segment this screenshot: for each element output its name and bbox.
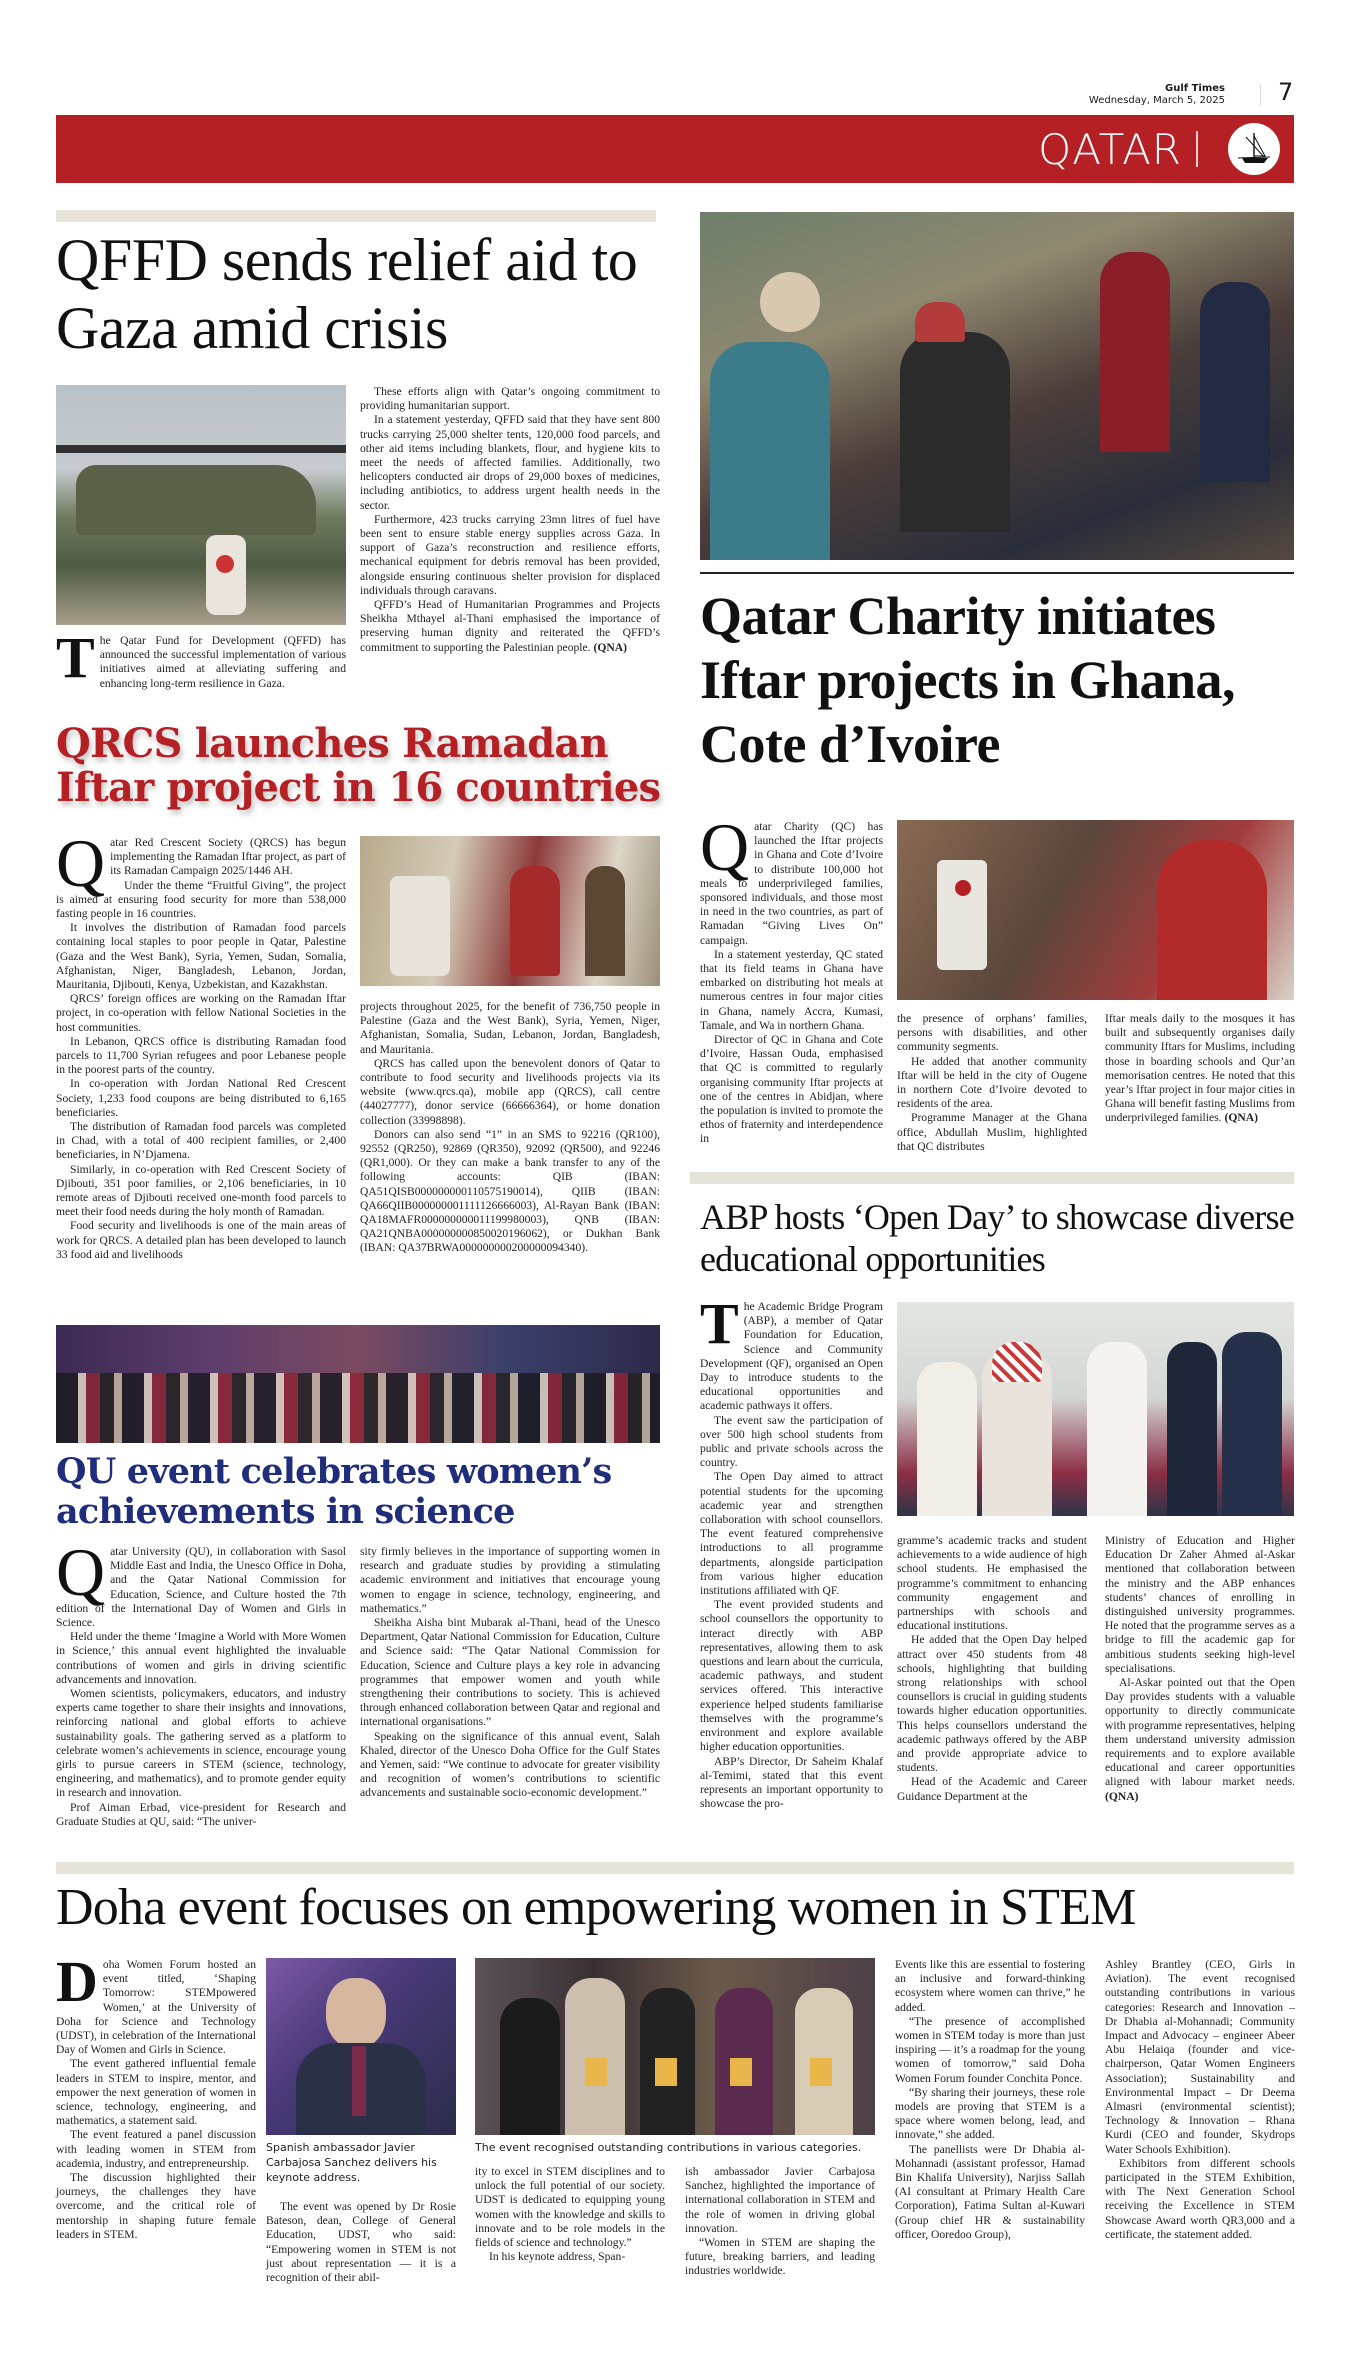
abp-col-1: The Academic Bridge Program (ABP), a member of Qatar Foundation for Education, Science and Community Development (QF), organised an Open Day to introduce students to the educational opportunities and academic pathways it offers. The event saw the participation of over 500 high school students from public and private schools across the country. The Open Day aimed to attract potential students for the upcoming academic year and strengthen collaboration with school counsellors. The event featured comprehensive introductions to all programme departments, alongside participation from various higher education institutions affiliated with QF. The event provided students and school counsellors the opportunity to interact directly with ABP representatives, allowing them to ask questions and learn about the curricula, academic pathways, and student services offered. This interactive experience helped students familiarise themselves with the programme’s environment and explore available higher education opportunities. ABP’s Director, Dr Saheim Khalaf al-Temimi, stated that this event represents an important opportunity to showcase the pro- [700, 1291, 883, 1811]
paragraph: “Women in STEM are shaping the future, breaking barriers, and leading industries worldwide. [685, 2236, 875, 2278]
qc-col-2 [897, 1012, 1087, 1154]
paragraph: Ashley Brantley (CEO, Girls in Aviation). The event recognised outstanding contributions in various categories: Research and Innovation – Dr Dhabia al-Mohannadi; Community Impact and Advocacy – engineer Abeer Abu Helaiqa (founder and vice-chairperson, Qatar Women Engineers Association); Sustainability and Environmental Impact – Dr Deema Almasri (environmental scientist); Technology & Innovation – Rhana Kurdi (CEO and founder, Skydrops Water Schools Exhibition). [1105, 1958, 1295, 2156]
dropcap: D [56, 1949, 98, 2014]
paragraph: Events like this are essential to fostering an inclusive and forward-thinking ecosystem where women can thrive,” he added. [895, 1958, 1085, 2014]
paragraph: The Open Day aimed to attract potential students for the upcoming academic year and strengthen collaboration with school counsellors. The event featured comprehensive introductions to all programme departments, alongside participation from various higher education institutions affiliated with QF. [700, 1470, 883, 1598]
qu-col-1: Qatar University (QU), in collaboration with Sasol Middle East and India, the Unesco Office in Doha, and the Qatar National Commission for Education, Science, and Culture hosted the 7th edition of the International Day of Women and Girls in Science. Held under the theme ‘Imagine a World with More Women in Science,’ this annual event highlighted the invaluable contributions of women and girls in driving scientific advancements and innovation. Women scientists, policymakers, educators, and industry experts came together to share their insights and innovations, reinforcing national and global efforts to achieve sustainability goals. The gathering served as a platform to celebrate women’s achievements in science, encourage young girls to pursue careers in STEM (science, technology, engineering, and mathematics), and to promote gender equity in research and innovation. Prof Aiman Erbad, vice-president for Research and Graduate Studies at QU, said: “The univer- [56, 1534, 346, 1828]
paragraph: In a statement yesterday, QC stated that its field teams in Ghana have embarked on distributing hot meals at numerous centres in four major cities in Ghana, namely Accra, Kumasi, Tamale, and Wa in northern Ghana. [700, 947, 883, 1032]
paragraph: QRCS has called upon the benevolent donors of Qatar to contribute to food security and livelihoods projects via its website (www.qrcs.qa), mobile app (QRCS), call centre (44027777), donor service (66666364), or home donation collection (33998898). [360, 1056, 660, 1127]
dropcap: Q [56, 825, 106, 901]
paragraph: The event provided students and school counsellors the opportunity to interact directly with ABP representatives, allowing them to ask questions and learn about the curricula, academic pathways, and student services offered. This interactive experience helped students familiarise themselves with the programme’s environment and explore available higher education opportunities. [700, 1598, 883, 1754]
paragraph: It involves the distribution of Ramadan food parcels containing local staples to poor people in Qatar, Palestine (Gaza and the West Bank), Syria, Yemen, Sudan, Somalia, Afghanistan, Niger, Bangladesh, Lebanon, Jordan, Mauritania, Djibouti, Kenya, Uzbekistan, and Kazakhstan. [56, 921, 346, 992]
doha-award-photo [475, 1958, 875, 2135]
abp-top-bar [690, 1172, 1294, 1184]
section-divider [1196, 131, 1198, 167]
paragraph: In Lebanon, QRCS office is distributing Ramadan food parcels to 11,700 Syrian refugees and poor Lebanese people in the poorest parts of the country. [56, 1034, 346, 1077]
paragraph: The panellists were Dr Dhabia al-Mohannadi (assistant professor, Hamad Bin Khalifa University), Narjiss Sallah (AI consultant at Primary Health Care Corporation), Fatima Sultan al-Kuwari (Group chief HR & sustainability officer, Ooredoo Group), [895, 2142, 1085, 2241]
paragraph: gramme’s academic tracks and student achievements to a wide audience of high school students. He emphasised the programme’s commitment to enhancing community engagement and partnerships with schools and educational institutions. [897, 1534, 1087, 1633]
publication-name: Gulf Times [1165, 83, 1225, 94]
page-number: 7 [1278, 78, 1294, 106]
paragraph: In his keynote address, Span- [489, 2250, 626, 2264]
dropcap: Q [56, 1534, 106, 1610]
qu-col-2 [360, 1545, 660, 1801]
section-title: QATAR [1038, 125, 1182, 174]
qffd-helicopter-photo [56, 385, 346, 625]
paragraph: QFFD’s Head of Humanitarian Programmes and Projects Sheikha Mthayel al-Thani emphasised the importance of preserving human dignity and reiterated the QFFD’s commitment to supporting the Palestinian people. (QNA) [360, 598, 660, 654]
masthead [0, 0, 1351, 115]
paragraph: Food security and livelihoods is one of the main areas of work for QRCS. A detailed plan has been developed to launch 33 food aid and livelihoods [56, 1219, 346, 1261]
paragraph: the presence of orphans’ families, persons with disabilities, and other community segments. [897, 1012, 1087, 1054]
paragraph: Exhibitors from different schools participated in the STEM Exhibition, with The Next Generation School receiving the Excellence in STEM Showcase Award worth QR3,000 and a certificate, the statement added. [1105, 2156, 1295, 2241]
dhow-boat-icon [1228, 123, 1280, 175]
qrcs-col-2 [360, 1000, 660, 1256]
qu-headline: QU event celebrates women’s achievements in science [56, 1451, 612, 1532]
paragraph: Al-Askar pointed out that the Open Day provides students with a valuable opportunity to directly communicate with programme representatives, helping them understand university admission requirements and to explore available educational and career opportunities aligned with labour market needs. (QNA) [1105, 1676, 1295, 1803]
publication-date: Wednesday, March 5, 2025 [1088, 95, 1225, 106]
masthead-divider [1260, 84, 1261, 106]
qrcs-headline: QRCS launches Ramadan Iftar project in 16 countries [56, 720, 661, 811]
paragraph: ity to excel in STEM disciplines and to unlock the full potential of our society. UDST is dedicated to equipping young women with the knowledge and skills to innovate and to be role models in the fields of science and technology.” [475, 2165, 665, 2250]
doha-col-1: Doha Women Forum hosted an event titled, ‘Shaping Tomorrow: STEMpowered Women,’ at the University of Doha for Science and Technology (UDST), in celebration of the International Day of Women and Girls in Science. The event gathered influential female leaders in STEM to inspire, mentor, and empower the next generation of women in science, technology, engineering, and mathematics, a statement said. The event featured a panel discussion with leading women in STEM from academia, industry, and entrepreneurship. The discussion highlighted their journeys, the challenges they have overcome, and the critical role of mentorship in shaping future female leaders in STEM. [56, 1949, 256, 2241]
source-tag: (QNA) [1224, 1111, 1258, 1125]
paragraph: Donors can also send “1” in an SMS to 92216 (QR100), 92552 (QR250), 92869 (QR350), 92092 (QR500), and 92246 (QR1,000). Or they can make a bank transfer to any of the following accounts: QIB (IBAN: QA51QISB000000000110575190014), QIIB (IBAN: QA66QIIB000000001111126666003), Al-Rayan Bank (IBAN: QA18MAFR000000000011199980003), QNB (IBAN: QA21QNBA000000000850020196062), or Dukhan Bank (IBAN: QA37BRWA000000000200000094340). [360, 1127, 660, 1255]
qc-headline: Qatar Charity initiates Iftar projects in Ghana, Cote d’Ivoire [700, 586, 1236, 774]
doha-ambassador-photo [266, 1958, 456, 2135]
paragraph: These efforts align with Qatar’s ongoing commitment to providing humanitarian support. [360, 385, 660, 413]
dropcap: T [700, 1291, 739, 1356]
paragraph: The event gathered influential female leaders in STEM to inspire, mentor, and empower the next generation of women in science, technology, engineering, and mathematics, a statement said. [56, 2057, 256, 2128]
abp-col-2 [897, 1534, 1087, 1804]
doha-col-3 [475, 2165, 665, 2264]
qffd-lead: T he Qatar Fund for Development (QFFD) has announced the successful implementation of various initiatives aimed at alleviating suffering and enhancing long-term resilience in Gaza. [56, 625, 346, 690]
qc-col-3 [1105, 1012, 1295, 1126]
paragraph: The distribution of Ramadan food parcels was completed in Chad, with a total of 400 recipient families, or 2,400 beneficiaries, in N’Djamena. [56, 1120, 346, 1162]
qc-top-rule [700, 572, 1294, 574]
paragraph: Ministry of Education and Higher Education Dr Zaher Ahmed al-Askar mentioned that collaboration between the ministry and the ABP enhances students’ chances of enrolling in distinguished university programmes. He noted that the programme serves as a bridge to fill the academic gap for ambitious students seeking high-level specialisations. [1105, 1534, 1295, 1675]
doha-photo2-caption: The event recognised outstanding contributions in various categories. [475, 2141, 862, 2154]
doha-col-6 [1105, 1958, 1295, 2242]
paragraph: The discussion highlighted their journeys, the challenges they have overcome, and the critical role of mentorship in shaping future female leaders in STEM. [56, 2171, 256, 2241]
paragraph: The event featured a panel discussion with leading women in STEM from academia, industry, and entrepreneurship. [56, 2128, 256, 2170]
source-tag: (QNA) [1105, 1789, 1139, 1803]
abp-headline: ABP hosts ‘Open Day’ to showcase diverse educational opportunities [700, 1197, 1294, 1279]
abp-col-3 [1105, 1534, 1295, 1804]
qffd-body [360, 385, 660, 655]
paragraph: Furthermore, 423 trucks carrying 23mn litres of fuel have been sent to ensure stable energy supplies across Gaza. In support of Gaza’s reconstruction and resilience efforts, mechanical equipment for debris removal has been provided, alongside ensuring continuous shelter provision for displaced individuals through caravans. [360, 512, 660, 597]
qrcs-col-1: Qatar Red Crescent Society (QRCS) has begun implementing the Ramadan Iftar project, as part of its Ramadan Campaign 2025/1446 AH. Under the theme “Fruitful Giving”, the project is aimed at ensuring food security for more than 538,000 fasting people in 16 countries. It involves the distribution of Ramadan food parcels containing local staples to poor people in Qatar, Palestine (Gaza and the West Bank), Syria, Yemen, Sudan, Somalia, Afghanistan, Niger, Bangladesh, Lebanon, Jordan, Mauritania, Djibouti, Kenya, Uzbekistan, and Kazakhstan. QRCS’ foreign offices are working on the Ramadan Iftar project, in co-operation with fellow National Societies in the host communities. In Lebanon, QRCS office is distributing Ramadan food parcels to 11,700 Syrian refugees and poor Lebanese people in the poorest parts of the country. In co-operation with Jordan National Red Crescent Society, 1,233 food coupons are being distributed to 6,165 beneficiaries. The distribution of Ramadan food parcels was completed in Chad, with a total of 400 recipient families, or 2,400 beneficiaries, in N’Djamena. Similarly, in co-operation with Red Crescent Society of Djibouti, 351 poor families, or 2,106 beneficiaries, in 10 remote areas of Djibouti received one-month food parcels to meet their food needs during the holy month of Ramadan. Food security and livelihoods is one of the main areas of work for QRCS. A detailed plan has been developed to launch 33 food aid and livelihoods [56, 825, 346, 1261]
paragraph: In co-operation with Jordan National Red Crescent Society, 1,233 food coupons are being distributed to 6,165 beneficiaries. [56, 1077, 346, 1119]
source-tag: (QNA) [593, 640, 627, 654]
paragraph: QRCS’ foreign offices are working on the Ramadan Iftar project, in co-operation with fellow National Societies in the host communities. [56, 992, 346, 1034]
doha-headline: Doha event focuses on empowering women in STEM [56, 1879, 1136, 1936]
paragraph: The event was opened by Dr Rosie Bateson, dean, College of General Education, UDST, who said: “Empowering women in STEM is not just about representation — it is a recognition of their abil- [266, 2200, 456, 2285]
doha-top-bar [56, 1862, 1294, 1874]
paragraph: sity firmly believes in the importance of supporting women in research and graduate studies by providing a stimulating academic environment and initiatives that encourage young women to engage in science, technology, engineering, and mathematics.” [360, 1545, 660, 1615]
paragraph: “By sharing their journeys, these role models are proving that STEM is a space where women belong, lead, and innovate,” she added. [895, 2085, 1085, 2142]
paragraph: Prof Aiman Erbad, vice-president for Research and Graduate Studies at QU, said: “The univer- [56, 1800, 346, 1828]
paragraph: Director of QC in Ghana and Cote d’Ivoire, Hassan Ouda, emphasised that QC is committed to regularly organising community Iftar projects at one of the centres in Abidjan, where the population is invited to promote the ethos of fraternity and interdependence in [700, 1033, 883, 1146]
qffd-headline: QFFD sends relief aid to Gaza amid crisis [56, 227, 638, 361]
abp-open-day-photo [897, 1302, 1294, 1516]
qc-col-1: Qatar Charity (QC) has launched the Iftar projects in Ghana and Cote d’Ivoire to distribute 100,000 hot meals to underprivileged families, sponsored individuals, and those most in need in the two countries, as part of Ramadan “Giving Lives On” campaign. In a statement yesterday, QC stated that its field teams in Ghana have embarked on distributing hot meals at numerous centres in four major cities in Ghana, namely Accra, Kumasi, Tamale, and Wa in northern Ghana. Director of QC in Ghana and Cote d’Ivoire, Hassan Ouda, emphasised that QC is committed to regularly organising community Iftar projects at one of the centres in Abidjan, where the population is invited to promote the ethos of fraternity and interdependence in [700, 809, 883, 1146]
doha-col-2 [266, 2200, 456, 2285]
paragraph: Head of the Academic and Career Guidance Department at the [897, 1775, 1087, 1803]
paragraph: He added that the Open Day helped attract over 450 students from 48 schools, highlighting that building strong relationships with school counsellors is crucial in guiding students towards higher education opportunities. This helps counsellors understand the academic pathways offered by the ABP and provide appropriate advice to students. [897, 1633, 1087, 1775]
paragraph: Women scientists, policymakers, educators, and industry experts came together to share their insights and innovations, reinforcing national and global efforts to achieve sustainability goals. The gathering served as a platform to celebrate women’s achievements in science, encourage young girls to pursue careers in STEM (science, technology, engineering, and mathematics), and to promote gender equity in research and innovation. [56, 1687, 346, 1800]
section-banner [56, 115, 1294, 183]
qrcs-distribution-photo [360, 836, 660, 986]
paragraph: “The presence of accomplished women in STEM today is more than just inspiring — it’s a roadmap for the young women of tomorrow,” said Doha Women Forum founder Conchita Ponce. [895, 2014, 1085, 2085]
doha-col-5 [895, 1958, 1085, 2242]
paragraph: The event saw the participation of over 500 high school students from public and private schools across the country. [700, 1413, 883, 1470]
qffd-top-bar [56, 210, 656, 222]
paragraph: ABP’s Director, Dr Saheim Khalaf al-Temimi, stated that this event represents an important opportunity to showcase the pro- [700, 1754, 883, 1811]
paragraph: projects throughout 2025, for the benefit of 736,750 people in Palestine (Gaza and the West Bank), Syria, Yemen, Niger, Afghanistan, Somalia, Sudan, Lebanon, Jordan, Bangladesh, and Mauritania. [360, 1000, 660, 1056]
paragraph: He added that another community Iftar will be held in the city of Ougene in northern Cote d’Ivoire devoted to residents of the area. [897, 1054, 1087, 1111]
paragraph: Under the theme “Fruitful Giving”, the project is aimed at ensuring food security for more than 538,000 fasting people in 16 countries. [56, 878, 346, 921]
paragraph: Similarly, in co-operation with Red Crescent Society of Djibouti, 351 poor families, or 2,106 beneficiaries, in 10 remote areas of Djibouti received one-month food parcels to meet their food needs during the holy month of Ramadan. [56, 1162, 346, 1219]
doha-col-4 [685, 2165, 875, 2279]
paragraph: Programme Manager at the Ghana office, Abdullah Muslim, highlighted that QC distributes [897, 1111, 1087, 1153]
paragraph: Held under the theme ‘Imagine a World with More Women in Science,’ this annual event highlighted the invaluable contributions of women and girls in driving scientific advancements and innovation. [56, 1630, 346, 1686]
qu-group-photo [56, 1325, 660, 1443]
qc-iftar-photo [897, 820, 1294, 1000]
dropcap: Q [700, 809, 750, 885]
doha-photo1-caption: Spanish ambassador Javier Carbajosa Sanchez delivers his keynote address. [266, 2141, 437, 2184]
paragraph: In a statement yesterday, QFFD said that they have sent 800 trucks carrying 25,000 shelter tents, 120,000 food parcels, and other aid items including blankets, flour, and hygiene kits to meet the needs of affected families. Additionally, two helicopters conducted air drops of 29,000 boxes of medicines, including antibiotics, to address urgent health needs in the sector. [360, 413, 660, 512]
paragraph: Sheikha Aisha bint Mubarak al-Thani, head of the Unesco Department, Qatar National Commission for Education, Culture and Science said: “The Qatar National Commission for Education, Science and Culture plays a key role in advancing programmes that empower women and youth while strengthening their contributions to society. This is achieved through enhanced collaboration between Qatar and regional and international organisations.” [360, 1616, 660, 1729]
dropcap: T [56, 625, 95, 690]
paragraph: ish ambassador Javier Carbajosa Sanchez, highlighted the importance of international collaboration in STEM and the role of women in driving global innovation. [685, 2165, 875, 2235]
paragraph: Speaking on the significance of this annual event, Salah Khaled, director of the Unesco Doha Office for the Gulf States and Yemen, said: “We continue to advocate for greater visibility and recognition of women’s contributions to scientific advancements and sustainable socio-economic development.” [360, 1729, 660, 1800]
qc-children-photo [700, 212, 1294, 560]
paragraph: Iftar meals daily to the mosques it has built and subsequently organises daily community Iftars for Muslims, including those in boarding schools and Qur’an memorisation centres. He noted that this year’s Iftar project in four major cities in Ghana will benefit fasting Muslims from underprivileged families. (QNA) [1105, 1012, 1295, 1125]
